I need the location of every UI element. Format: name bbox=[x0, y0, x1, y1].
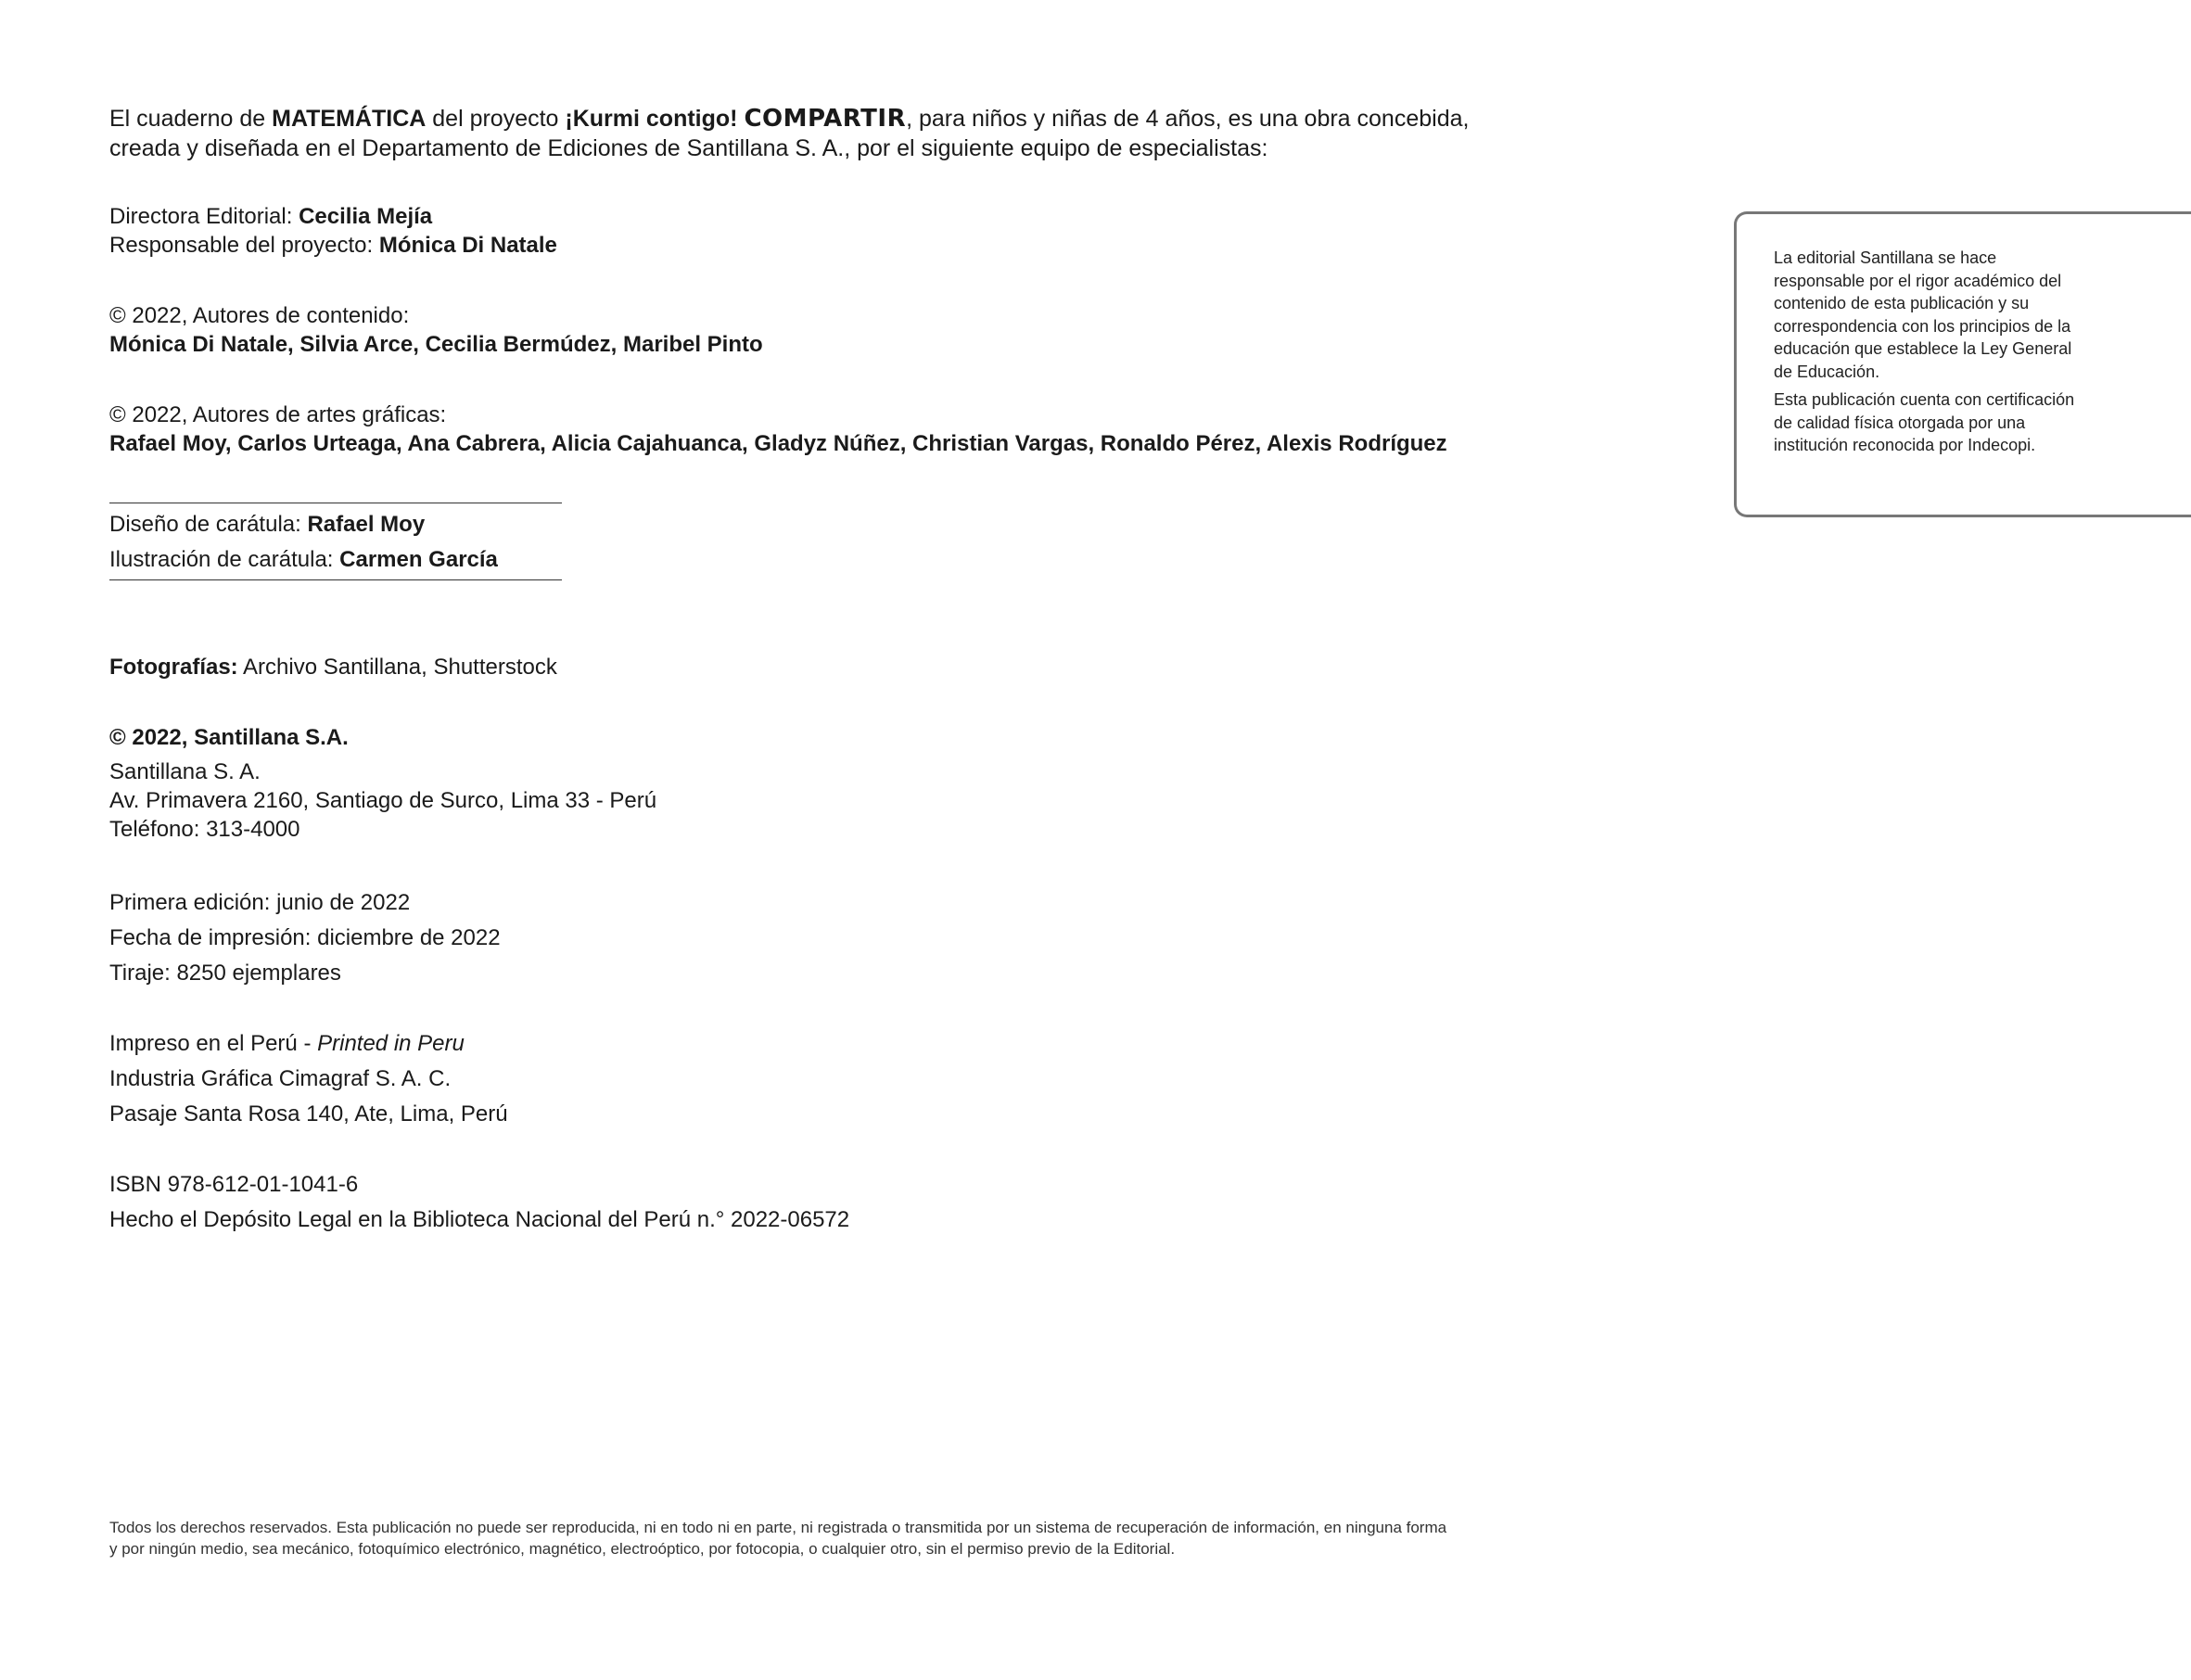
staff-block bbox=[109, 202, 1519, 260]
print-run: Tiraje: 8250 ejemplares bbox=[109, 961, 341, 986]
content-authors-block bbox=[109, 301, 1519, 359]
print-date: Fecha de impresión: diciembre de 2022 bbox=[109, 925, 501, 950]
content-authors-label: © 2022, Autores de contenido: bbox=[109, 303, 410, 328]
printed-in: Impreso en el Perú - Printed in Peru bbox=[109, 1031, 465, 1056]
responsible-line: Responsable del proyecto: Mónica Di Natale bbox=[109, 233, 557, 258]
edition-block bbox=[109, 885, 1519, 991]
rights-line-2: y por ningún medio, sea mecánico, fotoquímico electrónico, magnético, electroóptico, por fotocopia, o cualquier otro, sin el permiso previo de la Editorial. bbox=[109, 1540, 1176, 1558]
graphic-authors-block bbox=[109, 401, 1519, 458]
intro-paragraph bbox=[109, 104, 1519, 163]
printer-block bbox=[109, 1026, 1519, 1132]
publisher-address: Av. Primavera 2160, Santiago de Surco, Lima 33 - Perú bbox=[109, 788, 657, 813]
intro-text-1: El cuaderno de bbox=[109, 106, 273, 132]
legal-deposit: Hecho el Depósito Legal en la Biblioteca Nacional del Perú n.° 2022-06572 bbox=[109, 1207, 850, 1232]
credits-column bbox=[109, 104, 1519, 1238]
content-authors-names: Mónica Di Natale, Silvia Arce, Cecilia Bermúdez, Maribel Pinto bbox=[109, 332, 763, 357]
legal-block bbox=[109, 1167, 1519, 1238]
intro-text-line2: creada y diseñada en el Departamento de Ediciones de Santillana S. A., por el siguiente equipo de especialistas: bbox=[109, 135, 1268, 161]
publisher-phone: Teléfono: 313-4000 bbox=[109, 817, 300, 842]
cover-credits bbox=[109, 503, 562, 580]
quality-note-1: La editorial Santillana se hace responsable por el rigor académico del contenido de esta publicación y su correspondencia con los principios de la educación que establece la Ley General de Educación. bbox=[1774, 248, 2072, 381]
printer-address: Pasaje Santa Rosa 140, Ate, Lima, Perú bbox=[109, 1101, 508, 1126]
photos-line: Fotografías: Archivo Santillana, Shutterstock bbox=[109, 655, 557, 680]
cover-design-line: Diseño de carátula: Rafael Moy bbox=[109, 512, 426, 537]
quality-note-box bbox=[1734, 211, 2191, 517]
publisher-block bbox=[109, 723, 1519, 844]
graphic-authors-names: Rafael Moy, Carlos Urteaga, Ana Cabrera, Alicia Cajahuanca, Gladyz Núñez, Christian Vargas, Ronaldo Pérez, Alexis Rodríguez bbox=[109, 431, 1447, 456]
series-name: COMPARTIR bbox=[744, 105, 907, 133]
project-name: ¡Kurmi contigo! bbox=[565, 106, 738, 132]
intro-text-2: del proyecto bbox=[426, 106, 566, 132]
publisher-name: Santillana S. A. bbox=[109, 759, 261, 784]
rights-footer bbox=[109, 1517, 1556, 1559]
director-line: Directora Editorial: Cecilia Mejía bbox=[109, 204, 433, 229]
quality-note-2: Esta publicación cuenta con certificación de calidad física otorgada por una institución reconocida por Indecopi. bbox=[1774, 390, 2075, 454]
intro-text-3: , para niños y niñas de 4 años, es una obra concebida, bbox=[906, 106, 1470, 132]
graphic-authors-label: © 2022, Autores de artes gráficas: bbox=[109, 402, 447, 427]
cover-illustration-line: Ilustración de carátula: Carmen García bbox=[109, 547, 498, 572]
subject-name: MATEMÁTICA bbox=[272, 106, 427, 132]
first-edition: Primera edición: junio de 2022 bbox=[109, 890, 411, 915]
publisher-copyright: © 2022, Santillana S.A. bbox=[109, 725, 349, 750]
printer-company: Industria Gráfica Cimagraf S. A. C. bbox=[109, 1066, 452, 1091]
rights-line-1: Todos los derechos reservados. Esta publicación no puede ser reproducida, ni en todo ni en parte, ni registrada o transmitida por un sistema de recuperación de información, en ninguna forma bbox=[109, 1519, 1447, 1536]
isbn: ISBN 978-612-01-1041-6 bbox=[109, 1172, 359, 1197]
